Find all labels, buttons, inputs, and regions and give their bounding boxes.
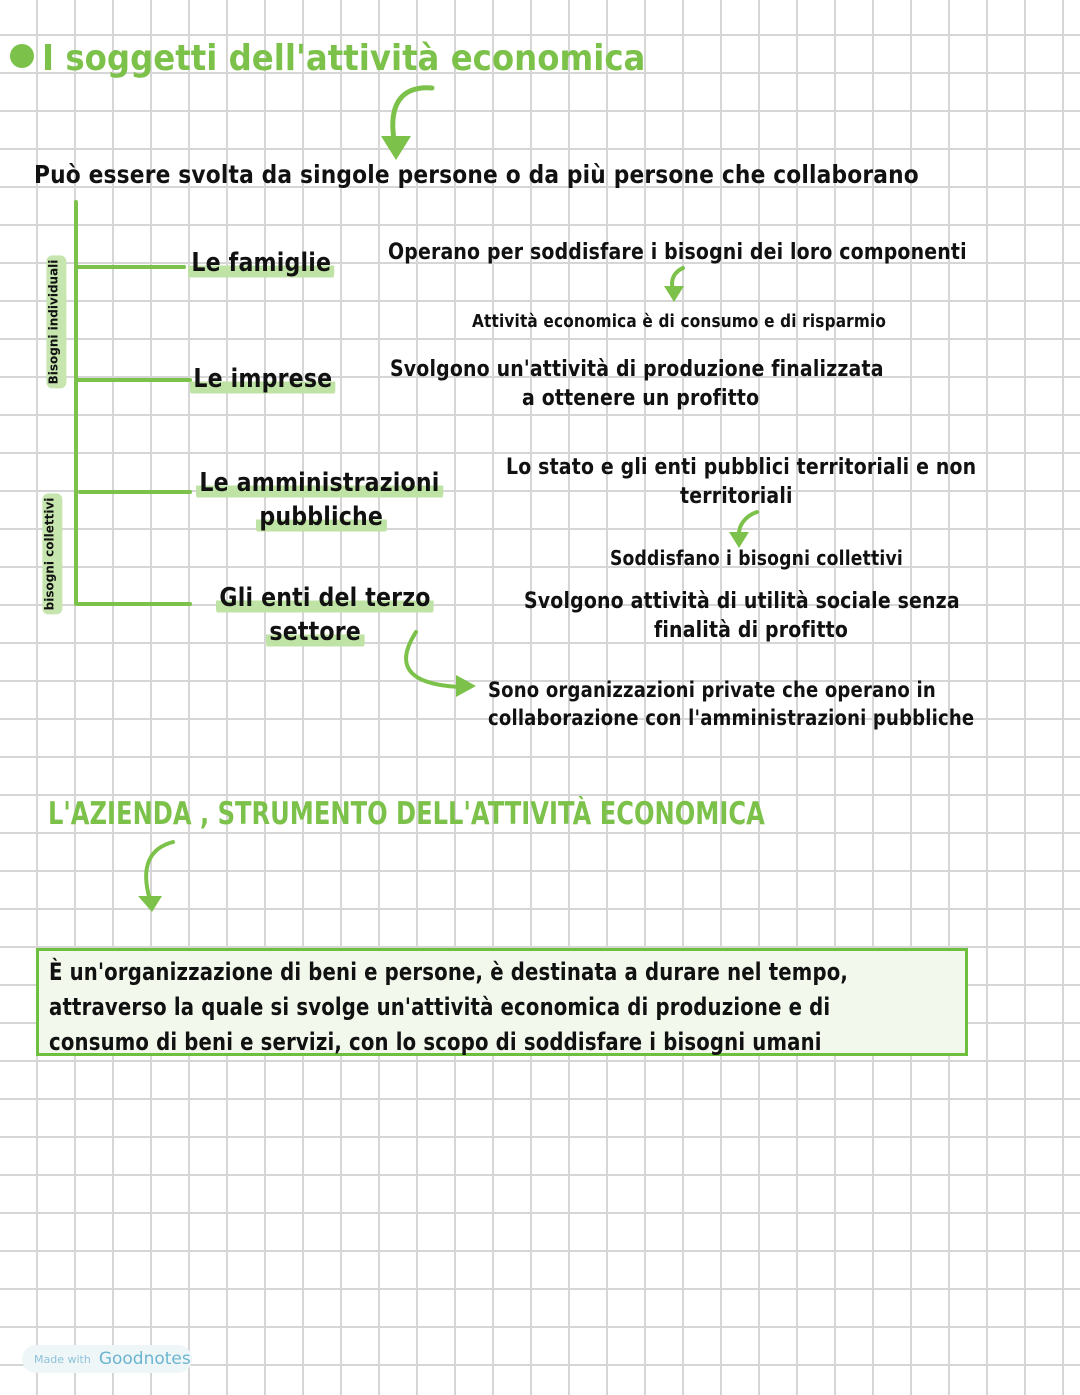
imprese-description: Svolgono un'attività di produzione finalizzata a ottenere un profitto	[390, 357, 884, 411]
section-title-soggetti	[10, 38, 712, 79]
node-imprese: Le imprese	[190, 362, 361, 396]
definition-line: È un'organizzazione di beni e persone, è destinata a durare nel tempo,	[49, 958, 849, 986]
arrow-head-icon	[381, 136, 411, 160]
bullet-dot-icon	[10, 44, 34, 68]
amministrazioni-description: Lo stato e gli enti pubblici territoriali e non territoriali	[506, 455, 977, 509]
side-label-individual: Bisogni individuali	[0, 312, 116, 332]
node-enti-terzo-settore: Gli enti del terzo settore	[216, 581, 436, 649]
terzo-settore-sub-note: Sono organizzazioni private che operano in collaborazione con l'amministrazioni pubbliche	[488, 678, 975, 730]
famiglie-sub-note: Attività economica è di consumo e di risparmio	[472, 311, 887, 332]
section-title-text: I soggetti dell'attività economica	[42, 38, 646, 79]
terzo-settore-description: Svolgono attività di utilità sociale senza finalità di profitto	[524, 589, 960, 643]
node-famiglie: Le famiglie	[188, 246, 360, 280]
node-amministrazioni-pubbliche: Le amministrazioni pubbliche	[196, 466, 446, 534]
section-title-azienda: L'AZIENDA , STRUMENTO DELL'ATTIVITÀ ECONOMICA	[48, 796, 765, 832]
side-label-collective: bisogni collettivi	[0, 544, 108, 564]
definition-box	[36, 948, 968, 1056]
amministrazioni-sub-note: Soddisfano i bisogni collettivi	[610, 546, 903, 570]
definition-line: attraverso la quale si svolge un'attività economica di produzione e di	[49, 993, 831, 1021]
famiglie-description: Operano per soddisfare i bisogni dei loro componenti	[388, 240, 967, 265]
intro-text: Può essere svolta da singole persone o da più persone che collaborano	[34, 160, 919, 189]
goodnotes-watermark: Made with Goodnotes	[22, 1345, 192, 1373]
definition-line: consumo di beni e servizi, con lo scopo di soddisfare i bisogni umani	[49, 1028, 822, 1056]
